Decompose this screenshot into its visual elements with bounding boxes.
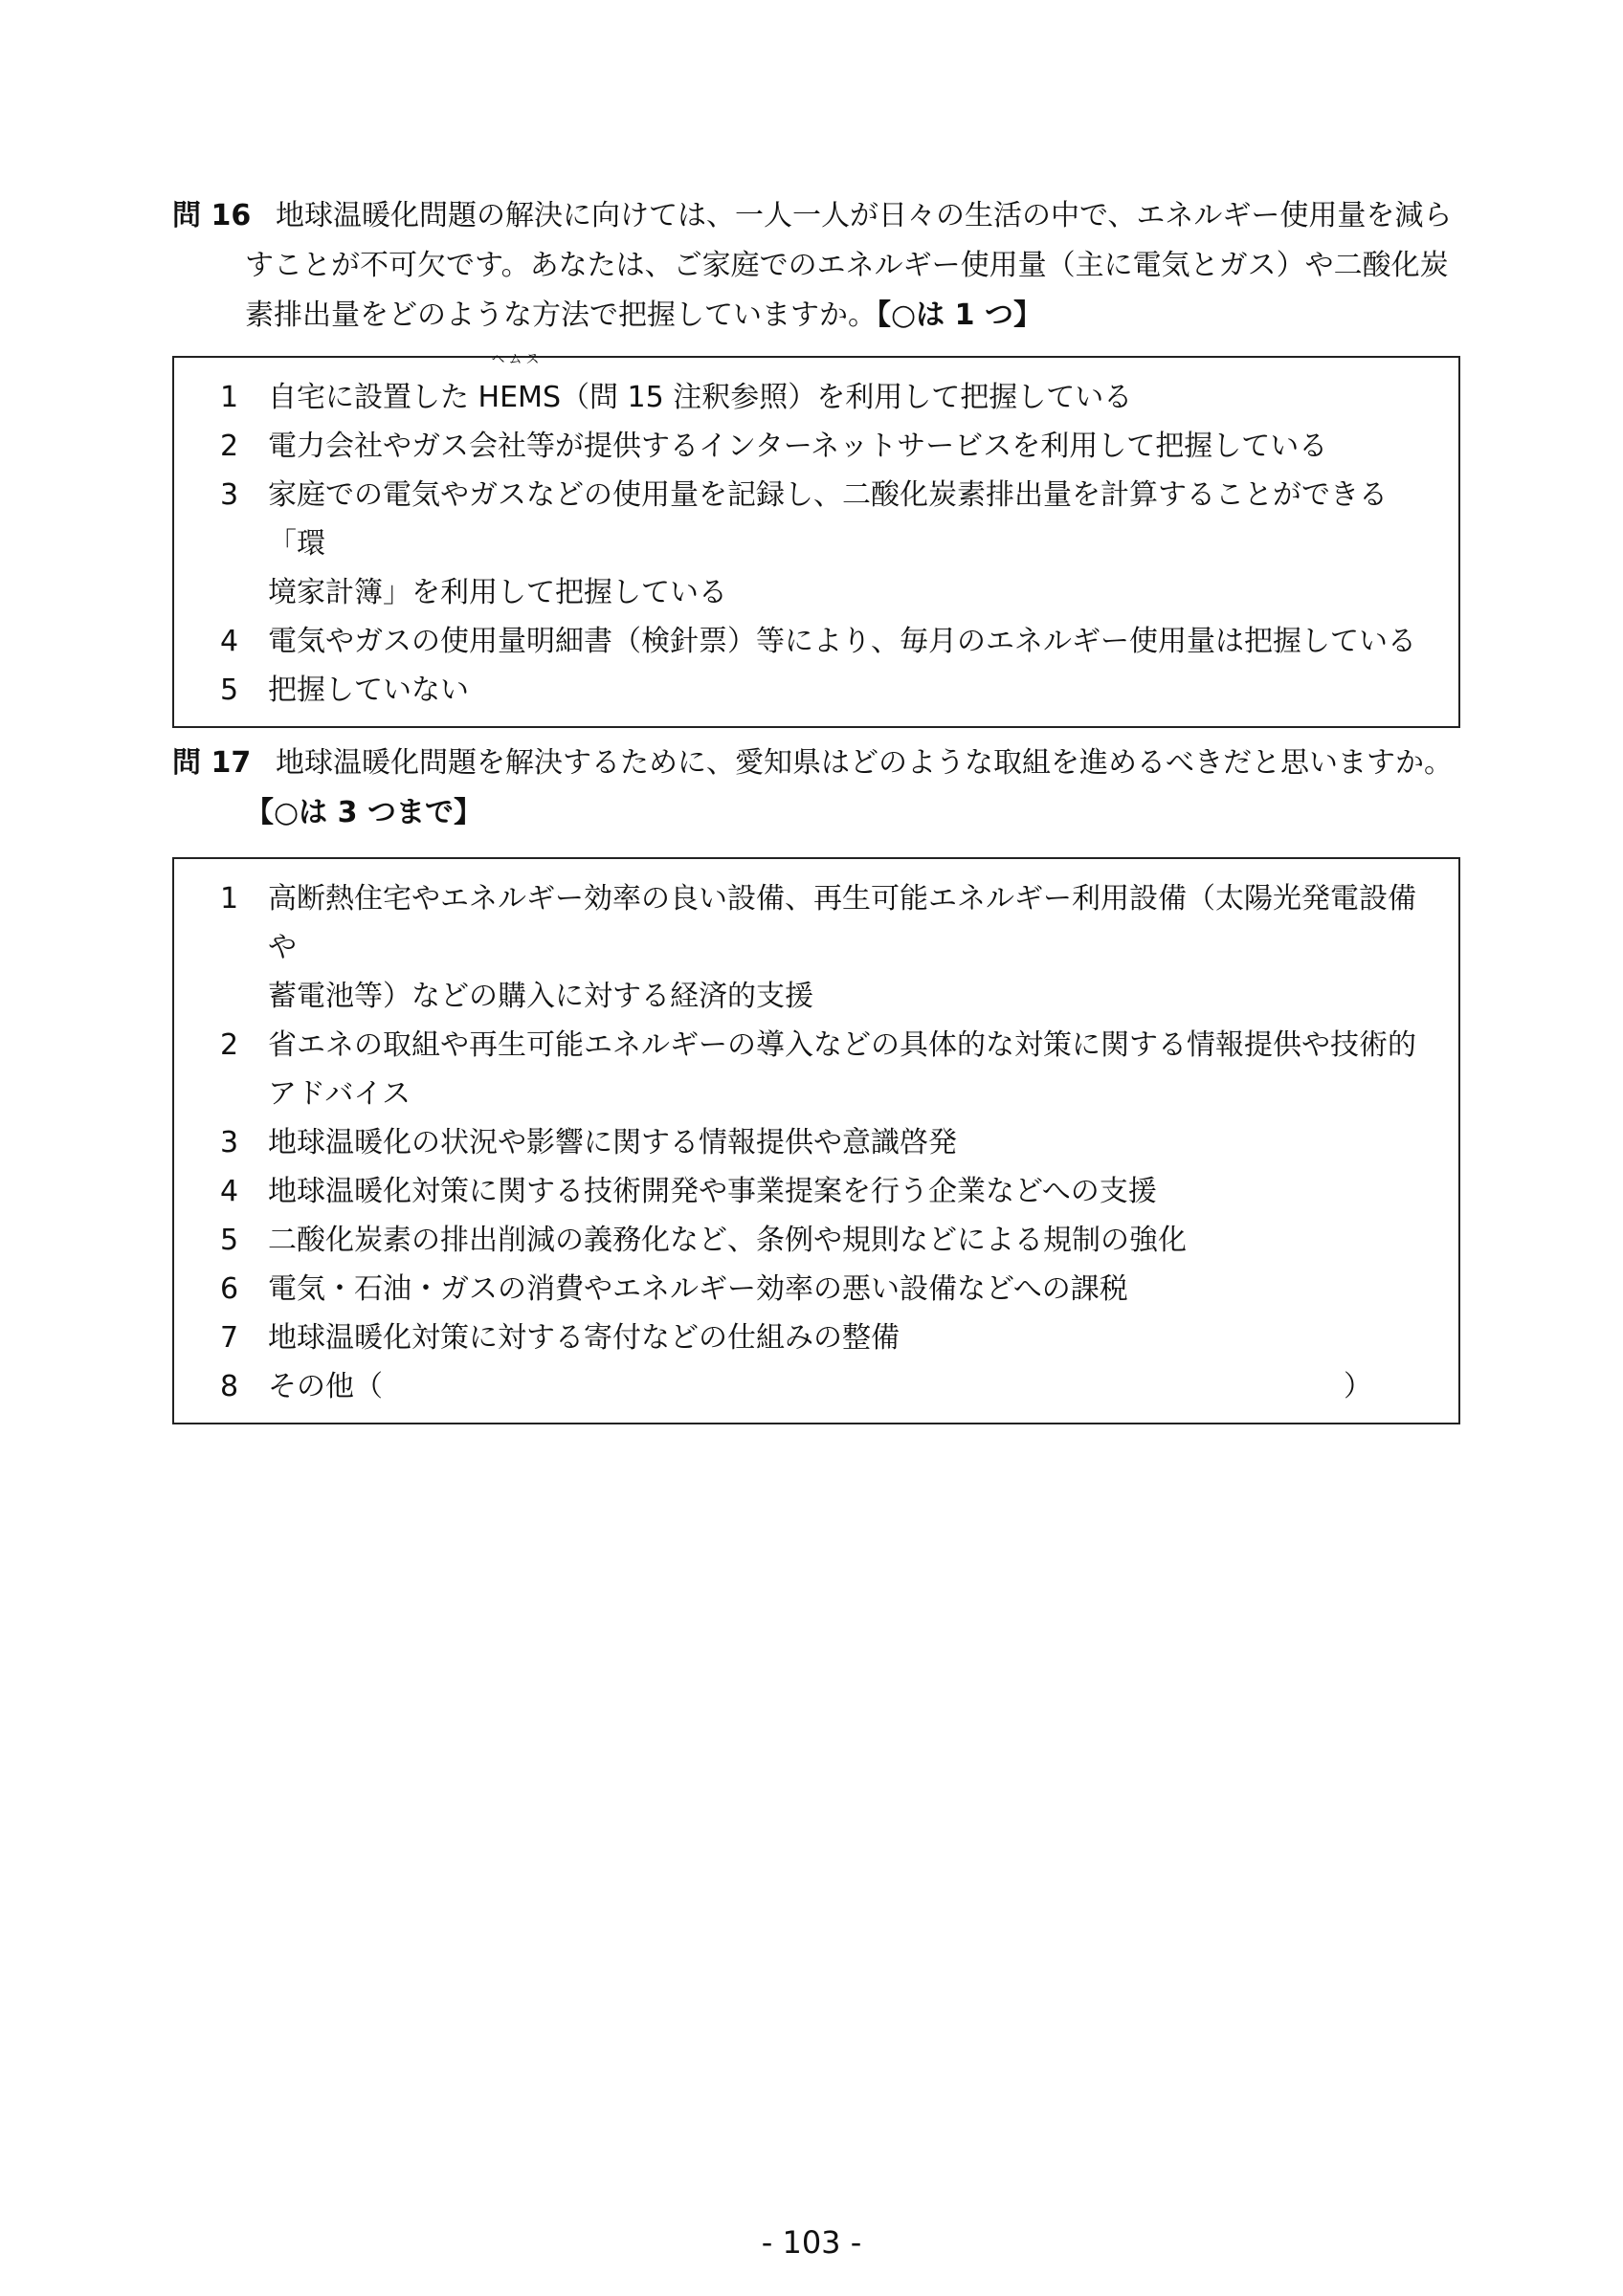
option-number: 5 xyxy=(220,1224,239,1257)
option-text-line2: 境家計簿」を利用して把握している xyxy=(268,576,727,609)
option-text-line1: 省エネの取組や再生可能エネルギーの導入などの具体的な対策に関する情報提供や技術的 xyxy=(268,1028,1416,1062)
option-text-line1: 高断熱住宅やエネルギー効率の良い設備、再生可能エネルギー利用設備（太陽光発電設備や xyxy=(268,882,1416,964)
option-number: 4 xyxy=(220,1175,239,1208)
option-row xyxy=(220,1216,1439,1265)
option-text: 地球温暖化の状況や影響に関する情報提供や意識啓発 xyxy=(268,1126,957,1159)
question-17-label: 問 17 xyxy=(172,746,252,780)
option-text: 地球温暖化対策に対する寄付などの仕組みの整備 xyxy=(268,1321,900,1355)
option-text xyxy=(268,874,1439,1021)
option-text-line2: アドバイス xyxy=(268,1077,411,1111)
hems-base: HEMS xyxy=(478,381,561,414)
option-number: 7 xyxy=(220,1321,239,1355)
question-16-options-box xyxy=(172,352,1460,728)
other-close-paren: ） xyxy=(1344,1370,1372,1403)
option-number: 3 xyxy=(220,1126,239,1159)
option-number: 8 xyxy=(220,1370,239,1403)
option-row xyxy=(220,1021,1439,1118)
option-text-line2: 蓄電池等）などの購入に対する経済的支援 xyxy=(268,980,813,1013)
option-text: 把握していない xyxy=(268,673,469,707)
hems-ruby: ヘムス xyxy=(491,352,544,367)
option-text xyxy=(268,1021,1439,1118)
option-row xyxy=(220,1118,1439,1167)
option-row xyxy=(220,1362,1439,1411)
option-text-line1: 家庭での電気やガスなどの使用量を記録し、二酸化炭素排出量を計算することができる「環 xyxy=(268,478,1388,561)
question-16-label: 問 16 xyxy=(172,199,252,232)
question-17 xyxy=(172,739,1455,838)
option-number: 4 xyxy=(220,625,239,658)
option-text: 電気やガスの使用量明細書（検針票）等により、毎月のエネルギー使用量は把握している xyxy=(268,625,1416,658)
option-text: 電力会社やガス会社等が提供するインターネットサービスを利用して把握している xyxy=(268,430,1328,463)
option-row xyxy=(220,617,1439,666)
option-number: 5 xyxy=(220,673,239,707)
option-row xyxy=(220,1265,1439,1314)
option-number: 2 xyxy=(220,430,239,463)
question-16-text-line3 xyxy=(172,291,1455,341)
question-16-text-line2: すことが不可欠です。あなたは、ご家庭でのエネルギー使用量（主に電気とガス）や二酸化炭 xyxy=(245,249,1449,282)
question-17-instruction: 【○は 3 つまで】 xyxy=(245,796,482,829)
question-16 xyxy=(172,191,1455,341)
option-row xyxy=(220,1167,1439,1216)
option-number: 1 xyxy=(220,381,239,414)
option-row xyxy=(220,471,1439,617)
option-text: 電気・石油・ガスの消費やエネルギー効率の悪い設備などへの課税 xyxy=(268,1272,1128,1306)
question-17-header xyxy=(172,739,1455,788)
option-text-pre: 自宅に設置した xyxy=(268,381,478,414)
question-16-header xyxy=(172,191,1455,241)
question-16-text-line3-body: 素排出量をどのような方法で把握していますか。 xyxy=(245,298,877,332)
option-text xyxy=(268,352,1439,422)
other-blank[interactable] xyxy=(383,1362,1344,1411)
option-number: 6 xyxy=(220,1272,239,1306)
question-17-options-box xyxy=(172,857,1460,1424)
question-16-text-line1: 地球温暖化問題の解決に向けては、一人一人が日々の生活の中で、エネルギー使用量を減ら xyxy=(276,199,1453,232)
option-text: 地球温暖化対策に関する技術開発や事業提案を行う企業などへの支援 xyxy=(268,1175,1157,1208)
option-number: 1 xyxy=(220,882,239,916)
option-row xyxy=(220,422,1439,471)
question-17-text-line1: 地球温暖化問題を解決するために、愛知県はどのような取組を進めるべきだと思いますか。 xyxy=(276,746,1453,780)
option-row xyxy=(220,352,1439,422)
option-number: 2 xyxy=(220,1028,239,1062)
option-number: 3 xyxy=(220,478,239,512)
option-row xyxy=(220,874,1439,1021)
option-row xyxy=(220,666,1439,715)
option-row xyxy=(220,1314,1439,1362)
option-text: 二酸化炭素の排出削減の義務化など、条例や規則などによる規制の強化 xyxy=(268,1224,1187,1257)
page-number: - 103 - xyxy=(761,2224,862,2261)
hems-term xyxy=(478,352,561,422)
question-16-instruction: 【○は 1 つ】 xyxy=(877,298,1042,332)
other-open-paren: その他（ xyxy=(268,1370,383,1403)
option-other-field[interactable] xyxy=(268,1362,1439,1411)
option-text xyxy=(268,471,1439,617)
option-text-post: （問 15 注釈参照）を利用して把握している xyxy=(561,381,1133,414)
